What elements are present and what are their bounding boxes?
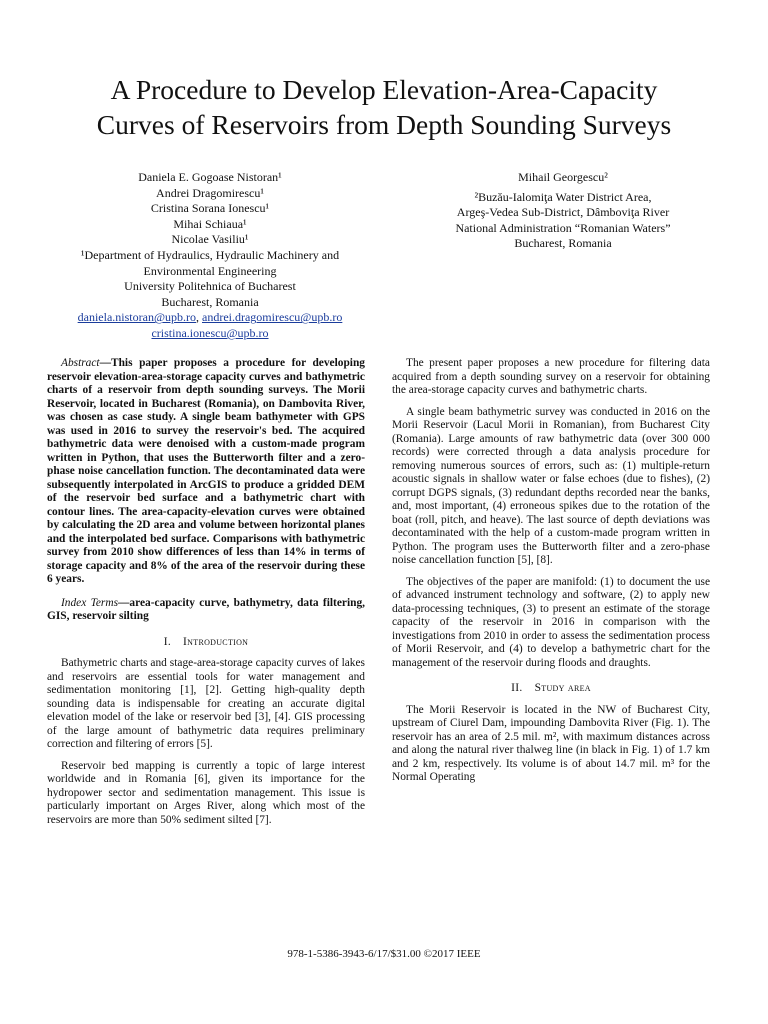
author-name: Mihai Schiaua¹ [173,216,247,231]
email-line [50,326,370,342]
email-link-ionescu[interactable]: cristina.ionescu@upb.ro [151,325,269,340]
affiliation-line: National Administration “Romanian Waters” [455,220,671,235]
abstract [47,357,365,587]
email-line [50,310,370,326]
body-paragraph: Bathymetric charts and stage-area-storage capacity curves of lakes and reservoirs are essential tools for water management and sedimentation monitoring [1], [2]. Getting high-quality depth sounding data is indispensable for creating an accurate digital elevation model of the lake or reservoir bed [3], [4]. GIS processing of the large amount of bathymetric data requires preliminary correction and filtering of errors [5]. [47,657,365,750]
body-paragraph: A single beam bathymetric survey was conducted in 2016 on the Morii Reservoir (Lacul Morii in Romanian), from Bucharest City (Romania). Large amounts of raw bathymetric data (over 300 000 records) were corrected through a data analysis procedure for removing numerous sources of errors, such as: (1) multiple-return acoustic signals in shallow water or false echoes (due to fishes), (2) corrupt DGPS signals, (3) redundant depths recorded near the banks, and, most important, (4) erroneous spikes due to the rotation of the boat (roll, pitch, and heave). The last source of depth deviations was decontaminated with the help of a custom-made program written in Python. The program uses the Butterworth filter and a zero-phase noise cancellation function [5], [8]. [392,405,710,566]
author-name: Daniela E. Gogoase Nistoran¹ [138,170,282,184]
author-name: Nicolae Vasiliu¹ [171,232,249,247]
author-block-right [398,170,728,252]
section-number: I. [163,635,172,648]
affiliation-line: Bucharest, Romania [161,294,259,309]
right-column [392,357,710,793]
body-paragraph: Reservoir bed mapping is currently a topic of large interest worldwide and in Romania [6], given its importance for the hydropower sector and sedimentation management. This issue is particularly important on Arges River, along which most of the reservoirs are more than 50% sediment silted [7]. [47,759,365,826]
affiliation-line: Argeş-Vedea Sub-District, Dâmboviţa River [456,205,670,220]
affiliation-line: University Politehnica of Bucharest [124,279,296,294]
index-terms-text: —area-capacity curve, bathymetry, data filtering, GIS, reservoir silting [47,596,365,622]
author-name: Cristina Sorana Ionescu¹ [150,201,270,216]
affiliation-line: ¹Department of Hydraulics, Hydraulic Machinery and [80,247,340,262]
title-line-1: A Procedure to Develop Elevation-Area-Capacity [110,74,658,105]
title-line-2: Curves of Reservoirs from Depth Sounding Surveys [96,109,672,140]
affiliation-line: Environmental Engineering [143,263,277,278]
abstract-text: —This paper proposes a procedure for developing reservoir elevation-area-storage capacity curves and bathymetric charts of a reservoir from depth sounding surveys. The Morii Reservoir, located in Bucharest (Romania), on Dambovita River, was chosen as case study. A single beam bathymeter with GPS was used in 2016 to survey the reservoir's bed. The acquired bathymetric data were denoised with a custom-made program written in Python, that uses the Butterworth filter and a zero-phase noise cancellation function. The decontaminated data were subsequently interpolated in ArcGIS to produce a gridded DEM of the reservoir bed surface and a bathymetric chart with contour lines. The area-capacity-elevation curves were obtained by calculating the 2D area and volume between horizontal planes and the interpolated bed surface. Comparisons with bathymetric survey from 2010 show differences of less than 14% in terms of storage capacity and 8% of the area of the reservoir during these 6 years. [47,357,365,585]
email-link-nistoran[interactable]: daniela.nistoran@upb.ro [77,310,196,325]
index-terms-label: Index Terms [61,596,119,609]
section-heading-introduction [47,636,365,650]
copyright-footer: 978-1-5386-3943-6/17/$31.00 ©2017 IEEE [287,948,481,960]
author-name: Andrei Dragomirescu¹ [156,185,264,200]
email-separator: , [196,310,202,325]
abstract-label: Abstract [61,357,100,369]
affiliation-line: Bucharest, Romania [514,236,612,251]
body-paragraph: The objectives of the paper are manifold: (1) to document the use of advanced instrument technology and software, (2) to apply new data-processing techniques, (3) to present an estimate of the storage capacity of the reservoir in 2016 in comparison with the investigations from 2010 in order to assess the sedimentation process of Morii Reservoir, and (4) to develop a bathymetric chart for the management of the reservoir during floods and draughts. [392,575,710,669]
section-title: Introduction [183,635,249,648]
author-block-left [50,170,370,342]
paper-title [40,72,728,142]
affiliation-line: ²Buzău-Ialomiţa Water District Area, [474,189,652,204]
section-title: Study area [534,682,591,694]
section-heading-study-area [392,682,710,696]
author-name: Mihail Georgescu² [518,170,608,184]
body-paragraph: The present paper proposes a new procedure for filtering data acquired from a depth sounding survey on a reservoir for obtaining the area-storage capacity curves and bathymetric charts. [392,357,710,396]
left-column [47,357,365,835]
email-link-dragomirescu[interactable]: andrei.dragomirescu@upb.ro [202,310,343,325]
body-paragraph: The Morii Reservoir is located in the NW of Bucharest City, upstream of Ciurel Dam, impounding Dambovita River (Fig. 1). The reservoir has an area of 2.5 mil. m², with maximum distances across and along the natural river thalweg line (in black in Fig. 1) of 1.7 km and 2 km, respectively. Its volume is of about 14.7 mil. m³ for the Normal Operating [392,703,710,783]
section-number: II. [511,682,523,694]
index-terms [47,597,365,624]
